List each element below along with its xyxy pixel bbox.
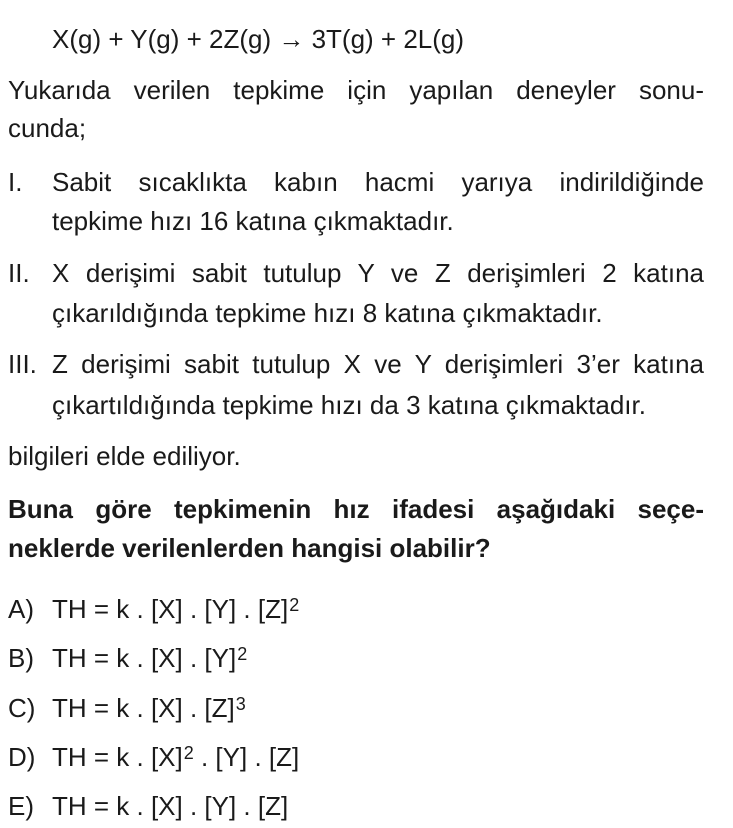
exponent: 2	[183, 743, 194, 763]
statement-line-2: tepkime hızı 16 katına çıkmaktadır.	[52, 206, 454, 236]
outro-text: bilgileri elde ediliyor.	[8, 441, 241, 471]
option-text: TH = k . [X] . $[Z]^3$	[52, 693, 246, 723]
statement-line-1: Z derişimi sabit tutulup X ve Y derişimleri 3’er katına	[52, 349, 704, 379]
option-letter: E)	[8, 791, 34, 821]
intro-line-1: Yukarıda verilen tepkime için yapılan deneyler sonu-	[8, 75, 704, 105]
question-line-1: Buna göre tepkimenin hız ifadesi aşağıdaki seçe-	[8, 494, 704, 524]
exponent: 3	[235, 694, 246, 714]
option-letter: C)	[8, 693, 36, 723]
statement-number: III.	[8, 349, 37, 379]
option-text: TH = k . [X] . [Y] . [Z]	[52, 791, 289, 821]
statement-line-1: Sabit sıcaklıkta kabın hacmi yarıya indirildiğinde	[52, 167, 704, 197]
option-letter: A)	[8, 594, 34, 624]
intro-line-2: cunda;	[8, 113, 87, 143]
exponent: 2	[237, 644, 248, 664]
option-letter: B)	[8, 643, 34, 673]
statement-number: II.	[8, 258, 30, 288]
exponent: 2	[289, 595, 300, 615]
statement-line-1: X derişimi sabit tutulup Y ve Z derişimleri 2 katına	[52, 258, 704, 288]
option-letter: D)	[8, 742, 36, 772]
option-text: TH = k . $[X]^2$ . [Y] . [Z]	[52, 742, 300, 772]
statement-line-2: çıkarıldığında tepkime hızı 8 katına çıkmaktadır.	[52, 298, 603, 328]
statement-number: I.	[8, 167, 23, 197]
option-text: TH = k . [X] . $[Y]^2$	[52, 643, 248, 673]
statement-line-2: çıkartıldığında tepkime hızı da 3 katına çıkmaktadır.	[52, 390, 646, 420]
question-line-2: neklerde verilenlerden hangisi olabilir?	[8, 533, 491, 563]
reaction-equation: X(g) + Y(g) + 2Z(g) → 3T(g) + 2L(g)	[52, 24, 465, 54]
option-text: TH = k . [X] . [Y] . $[Z]^2$	[52, 594, 300, 624]
